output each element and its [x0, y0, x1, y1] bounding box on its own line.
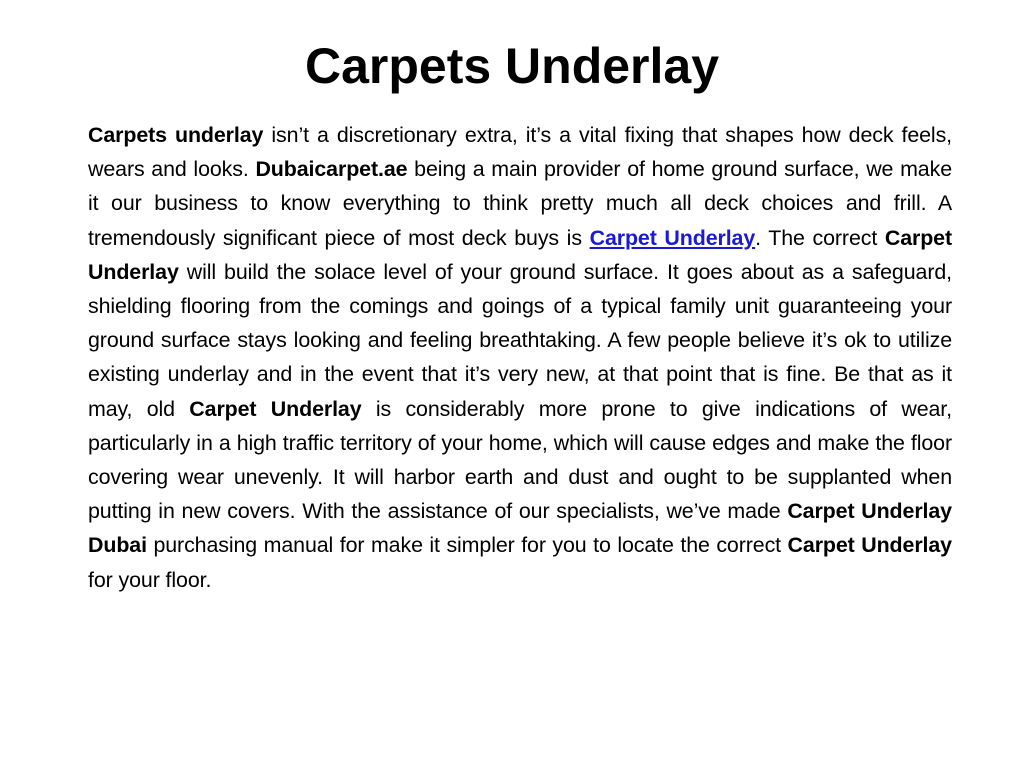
text-segment: will build the solace level of your ground surface. It goes about as a safeguard, shielding flooring from the comings and goings of a typical family unit guaranteeing your ground surface stays looking and feeling breathtaking. A few people believe it’s ok to utilize existing underlay and in the event that it’s very new, at that point that is fine. Be that as it may, old — [88, 259, 952, 421]
carpet-underlay-link[interactable]: Carpet Underlay — [589, 225, 756, 250]
page-title: Carpets Underlay — [304, 38, 720, 94]
keyword-carpet-underlay-dubai: Carpet Underlay Dubai — [88, 499, 952, 558]
text-segment: is considerably more prone to give indications of wear, particularly in a high traffic territory of your home, which will cause edges and make the floor covering wear unevenly. It will harbor earth and dust and ought to be supplanted when putting in new covers. With the assistance of our specialists, we’ve made — [88, 396, 952, 524]
text-segment: being a main provider of home ground surface, we make it our business to know everything to think pretty much all deck choices and frill. A tremendously significant piece of most deck buys is — [88, 157, 952, 250]
text-segment: for your floor. — [88, 567, 212, 592]
keyword-carpet-underlay: Carpet Underlay — [88, 225, 952, 284]
keyword-carpet-underlay: Carpet Underlay — [189, 396, 362, 421]
text-segment: purchasing manual for make it simpler for you to locate the correct — [146, 533, 788, 558]
keyword-dubaicarpet: Dubaicarpet.ae — [255, 157, 408, 182]
keyword-carpets-underlay: Carpets underlay — [88, 123, 264, 147]
body-paragraph — [88, 118, 952, 597]
text-segment: . The correct — [755, 225, 885, 250]
keyword-carpet-underlay: Carpet Underlay — [787, 533, 952, 558]
text-segment: isn’t a discretionary extra, it’s a vital fixing that shapes how deck feels, wears and looks. — [88, 123, 953, 182]
